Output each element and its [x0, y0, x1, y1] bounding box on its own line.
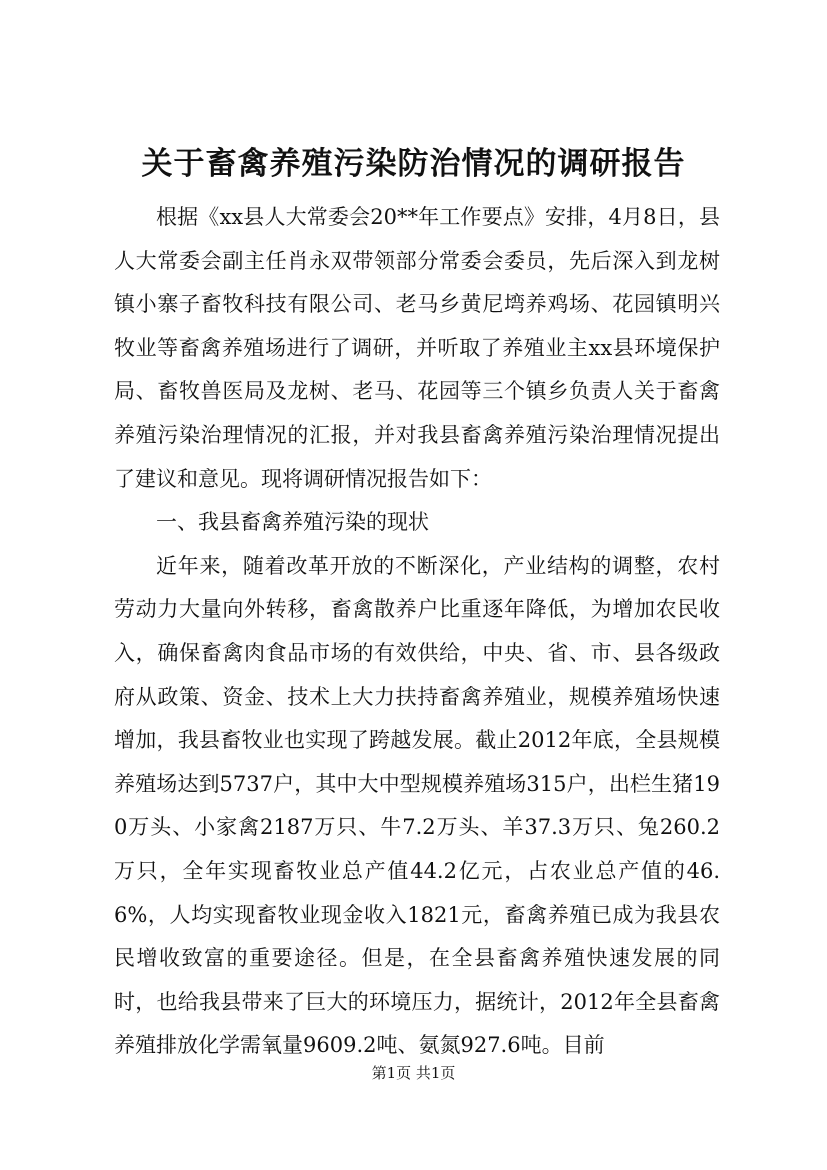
document-title: 关于畜禽养殖污染防治情况的调研报告 [141, 146, 686, 182]
intro-paragraph: 根据《xx县人大常委会20**年工作要点》安排，4月8日，县人大常委会副主任肖永双带领部分常委会委员，先后深入到龙树镇小寨子畜牧科技有限公司、老马乡黄尼塆养鸡场、花园镇明兴牧业等畜禽养殖场进行了调研，并听取了养殖业主xx县环境保护局、畜牧兽医局及龙树、老马、花园等三个镇乡负责人关于畜禽养殖污染治理情况的汇报，并对我县畜禽养殖污染治理情况提出了建议和意见。现将调研情况报告如下： [114, 205, 720, 491]
document-body [114, 196, 720, 1068]
page-footer: 第1页 共1页 [371, 1064, 456, 1082]
section-heading: 一、我县畜禽养殖污染的现状 [156, 510, 429, 535]
section-paragraph: 近年来，随着改革开放的不断深化，产业结构的调整，农村劳动力大量向外转移，畜禽散养户比重逐年降低，为增加农民收入，确保畜禽肉食品市场的有效供给，中央、省、市、县各级政府从政策、资金、技术上大力扶持畜禽养殖业，规模养殖场快速增加，我县畜牧业也实现了跨越发展。截止2012年底，全县规模养殖场达到5737户，其中大中型规模养殖场315户，出栏生猪190万头、小家禽2187万只、牛7.2万头、羊37.3万只、兔260.2万只，全年实现畜牧业总产值44.2亿元，占农业总产值的46.6%，人均实现畜牧业现金收入1821元，畜禽养殖已成为我县农民增收致富的重要途径。但是，在全县畜禽养殖快速发展的同时，也给我县带来了巨大的环境压力，据统计，2012年全县畜禽养殖排放化学需氧量9609.2吨、氨氮927.6吨。目前 [114, 553, 720, 1058]
